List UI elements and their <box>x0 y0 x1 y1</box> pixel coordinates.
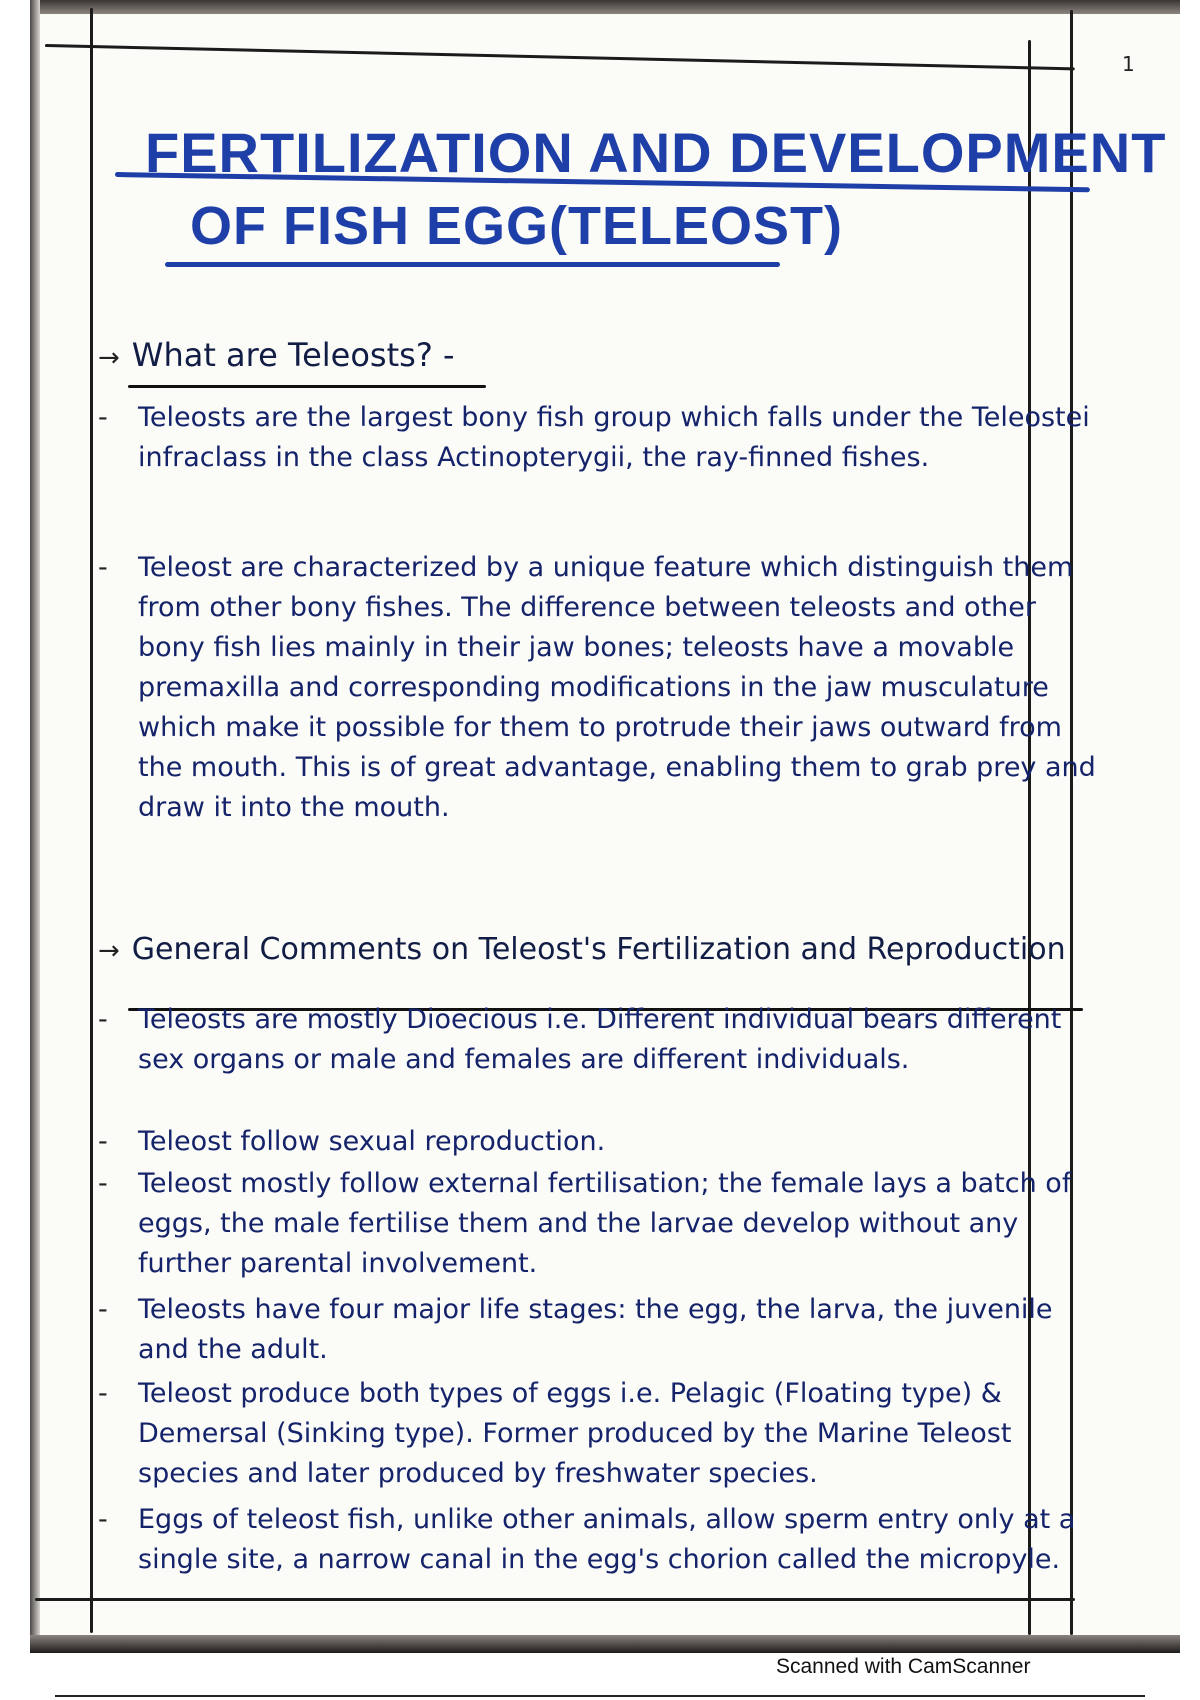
page-title-line-1: FERTILIZATION AND DEVELOPMENT <box>145 121 1167 184</box>
list-item: - Teleost produce both types of eggs i.e. Pelagic (Floating type) & Demersal (Sinking type). Former produced by the Marine Teleost species and later produced by freshwater species. <box>98 1378 1012 1489</box>
list-item: - Teleosts have four major life stages: the egg, the larva, the juvenile and the adult. <box>98 1294 1053 1365</box>
section-heading-fertilization: → General Comments on Teleost's Fertilization and Reproduction <box>98 932 1066 967</box>
list-item: - Teleost are characterized by a unique feature which distinguish them from other bony fishes. The difference between teleosts and other bony fish lies mainly in their jaw bones; teleosts have a movable premaxilla and corresponding modifications in the jaw musculature which make it possible for them to protrude their jaws outward from the mouth. This is of great advantage, enabling them to grab prey and draw it into the mouth. <box>98 552 1096 823</box>
arrow-icon: → <box>98 343 120 373</box>
list-item: - Teleosts are the largest bony fish group which falls under the Teleostei infraclass in the class Actinopterygii, the ray-finned fishes. <box>98 402 1090 473</box>
camscanner-watermark: Scanned with CamScanner <box>776 1655 1031 1678</box>
list-item: - Eggs of teleost fish, unlike other animals, allow sperm entry only at a single site, a narrow canal in the egg's chorion called the micropyle. <box>98 1504 1076 1575</box>
heading-underline-1 <box>128 385 486 388</box>
list-item: - Teleost follow sexual reproduction. <box>98 1126 606 1157</box>
section-heading-teleosts: → What are Teleosts? - <box>98 336 455 374</box>
scan-edge-bottom <box>30 1635 1180 1653</box>
scan-edge-top <box>30 0 1180 14</box>
page-title-line-2: OF FISH EGG(TELEOST) <box>190 196 843 256</box>
list-item: - Teleost mostly follow external fertilisation; the female lays a batch of eggs, the male fertilise them and the larvae develop without any further parental involvement. <box>98 1168 1072 1279</box>
list-item: - Teleosts are mostly Dioecious i.e. Different individual bears different sex organs or male and females are different individuals. <box>98 1004 1062 1075</box>
title-underline-2 <box>165 262 780 267</box>
page-number: 1 <box>1122 52 1135 76</box>
footer-divider <box>55 1695 1145 1697</box>
arrow-icon: → <box>98 936 120 966</box>
border-bottom <box>35 1598 1075 1601</box>
